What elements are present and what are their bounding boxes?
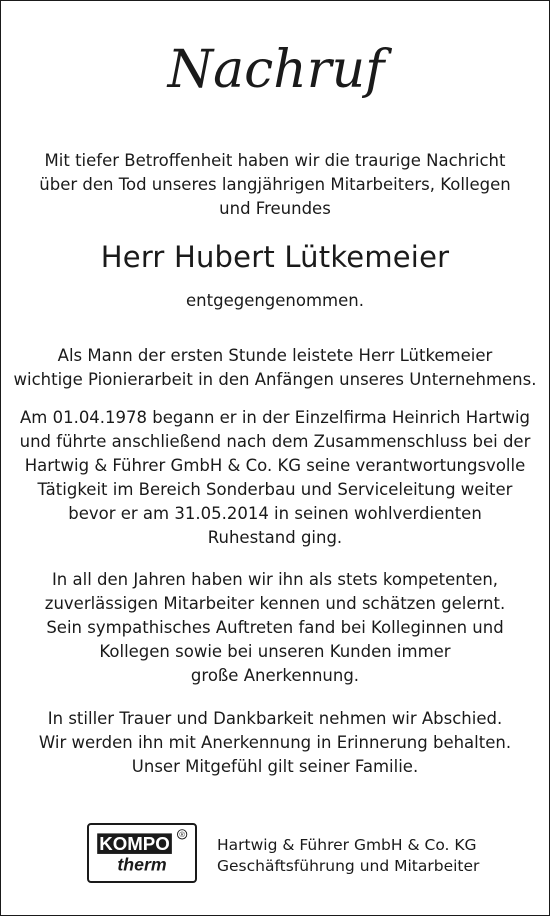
paragraph-line: Hartwig & Führer GmbH & Co. KG seine verantwortungsvolle: [24, 456, 526, 475]
registered-mark: ®: [179, 830, 185, 840]
paragraph-career: [1, 406, 549, 550]
paragraph-line: zuverlässigen Mitarbeiter kennen und schätzen gelernt.: [44, 594, 506, 613]
after-name-text: entgegengenommen.: [186, 291, 364, 310]
paragraph-line: In stiller Trauer und Dankbarkeit nehmen wir Abschied.: [47, 709, 503, 728]
intro-line: über den Tod unseres langjährigen Mitarbeiters, Kollegen: [39, 175, 511, 194]
nachruf-heading: [167, 19, 385, 119]
paragraph-line: bevor er am 31.05.2014 in seinen wohlverdienten: [68, 504, 482, 523]
paragraph-line: Sein sympathisches Auftreten fand bei Kolleginnen und: [46, 618, 504, 637]
paragraph-line: Als Mann der ersten Stunde leistete Herr Lütkemeier: [57, 346, 493, 365]
paragraph-line: Ruhestand ging.: [207, 528, 343, 547]
logo-graphic: [89, 825, 195, 881]
paragraph-line: Am 01.04.1978 begann er in der Einzelfirma Heinrich Hartwig: [19, 408, 531, 427]
paragraph-appreciation: [1, 568, 549, 688]
title-text: Nachruf: [167, 40, 385, 100]
company-line: Hartwig & Führer GmbH & Co. KG: [217, 836, 477, 854]
paragraph-line: Kollegen sowie bei unseren Kunden immer: [99, 642, 451, 661]
company-signature: [217, 835, 479, 877]
deceased-name: Herr Hubert Lütkemeier: [100, 240, 450, 274]
handwritten-title: [167, 19, 385, 119]
paragraph-line: und führte anschließend nach dem Zusammenschluss bei der: [19, 432, 531, 451]
intro-text: [1, 149, 549, 221]
paragraph-line: Wir werden ihn mit Anerkennung in Erinnerung behalten.: [38, 733, 512, 752]
company-line: Geschäftsführung und Mitarbeiter: [217, 857, 480, 875]
intro-line: und Freundes: [219, 199, 331, 218]
paragraph-line: große Anerkennung.: [190, 666, 360, 685]
paragraph-line: In all den Jahren haben wir ihn als stets kompetenten,: [51, 570, 499, 589]
paragraph-line: Tätigkeit im Bereich Sonderbau und Serviceleitung weiter: [37, 480, 513, 499]
paragraph-line: wichtige Pionierarbeit in den Anfängen unseres Unternehmens.: [13, 370, 537, 389]
logo-top-text: KOMPO: [99, 833, 170, 855]
intro-line: Mit tiefer Betroffenheit haben wir die traurige Nachricht: [44, 151, 506, 170]
paragraph-pioneer: [1, 344, 549, 392]
signature-block: [87, 823, 487, 883]
logo-bottom-text: therm: [117, 854, 167, 875]
paragraph-farewell: [1, 707, 549, 779]
kompotherm-logo: [87, 823, 197, 883]
paragraph-line: Unser Mitgefühl gilt seiner Familie.: [131, 757, 419, 776]
